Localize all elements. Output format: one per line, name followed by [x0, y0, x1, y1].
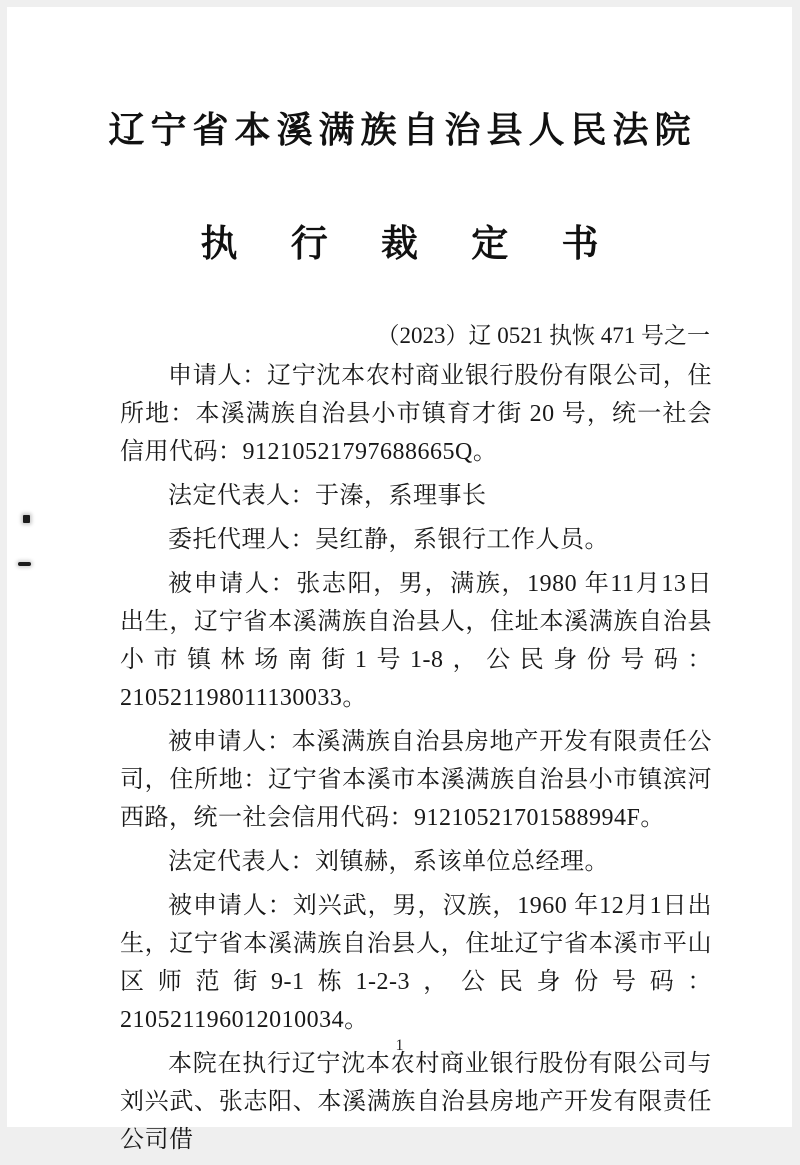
- court-name-title: 辽宁省本溪满族自治县人民法院: [108, 110, 697, 150]
- document-paragraph: 委托代理人：吴红静，系银行工作人员。: [168, 527, 609, 553]
- document-page: [7, 7, 792, 1153]
- scan-artifact-dash: [18, 562, 31, 566]
- page-number: 1: [395, 1037, 404, 1054]
- document-paragraph: 本院在执行辽宁沈本农村商业银行股份有限公司与刘兴武、张志阳、本溪满族自治县房地产开发有限责任公司借: [120, 1051, 712, 1153]
- document-paragraph: 被申请人：张志阳，男，满族，1980 年11月13日出生，辽宁省本溪满族自治县人，住址本溪满族自治县小市镇林场南街1号1-8，公民身份号码：210521198011130033。: [120, 571, 712, 711]
- document-type-title: 执 行 裁 定 书: [200, 224, 621, 265]
- scan-artifact-dot: [23, 515, 30, 523]
- document-paragraph: 法定代表人：于溱，系理事长: [168, 483, 487, 509]
- case-number: （2023）辽 0521 执恢 471 号之一: [376, 323, 710, 348]
- document-paragraph: 申请人：辽宁沈本农村商业银行股份有限公司，住所地：本溪满族自治县小市镇育才街 20 号，统一社会信用代码：91210521797688665Q。: [120, 363, 712, 465]
- document-paragraph: 法定代表人：刘镇赫，系该单位总经理。: [168, 849, 609, 875]
- document-paragraph: 被申请人：本溪满族自治县房地产开发有限责任公司，住所地：辽宁省本溪市本溪满族自治县小市镇滨河西路，统一社会信用代码：91210521701588994F。: [120, 729, 712, 831]
- document-paragraph: 被申请人：刘兴武，男，汉族，1960 年12月1日出生，辽宁省本溪满族自治县人，住址辽宁省本溪市平山区师范街9-1栋1-2-3，公民身份号码：210521196012010034。: [120, 893, 712, 1033]
